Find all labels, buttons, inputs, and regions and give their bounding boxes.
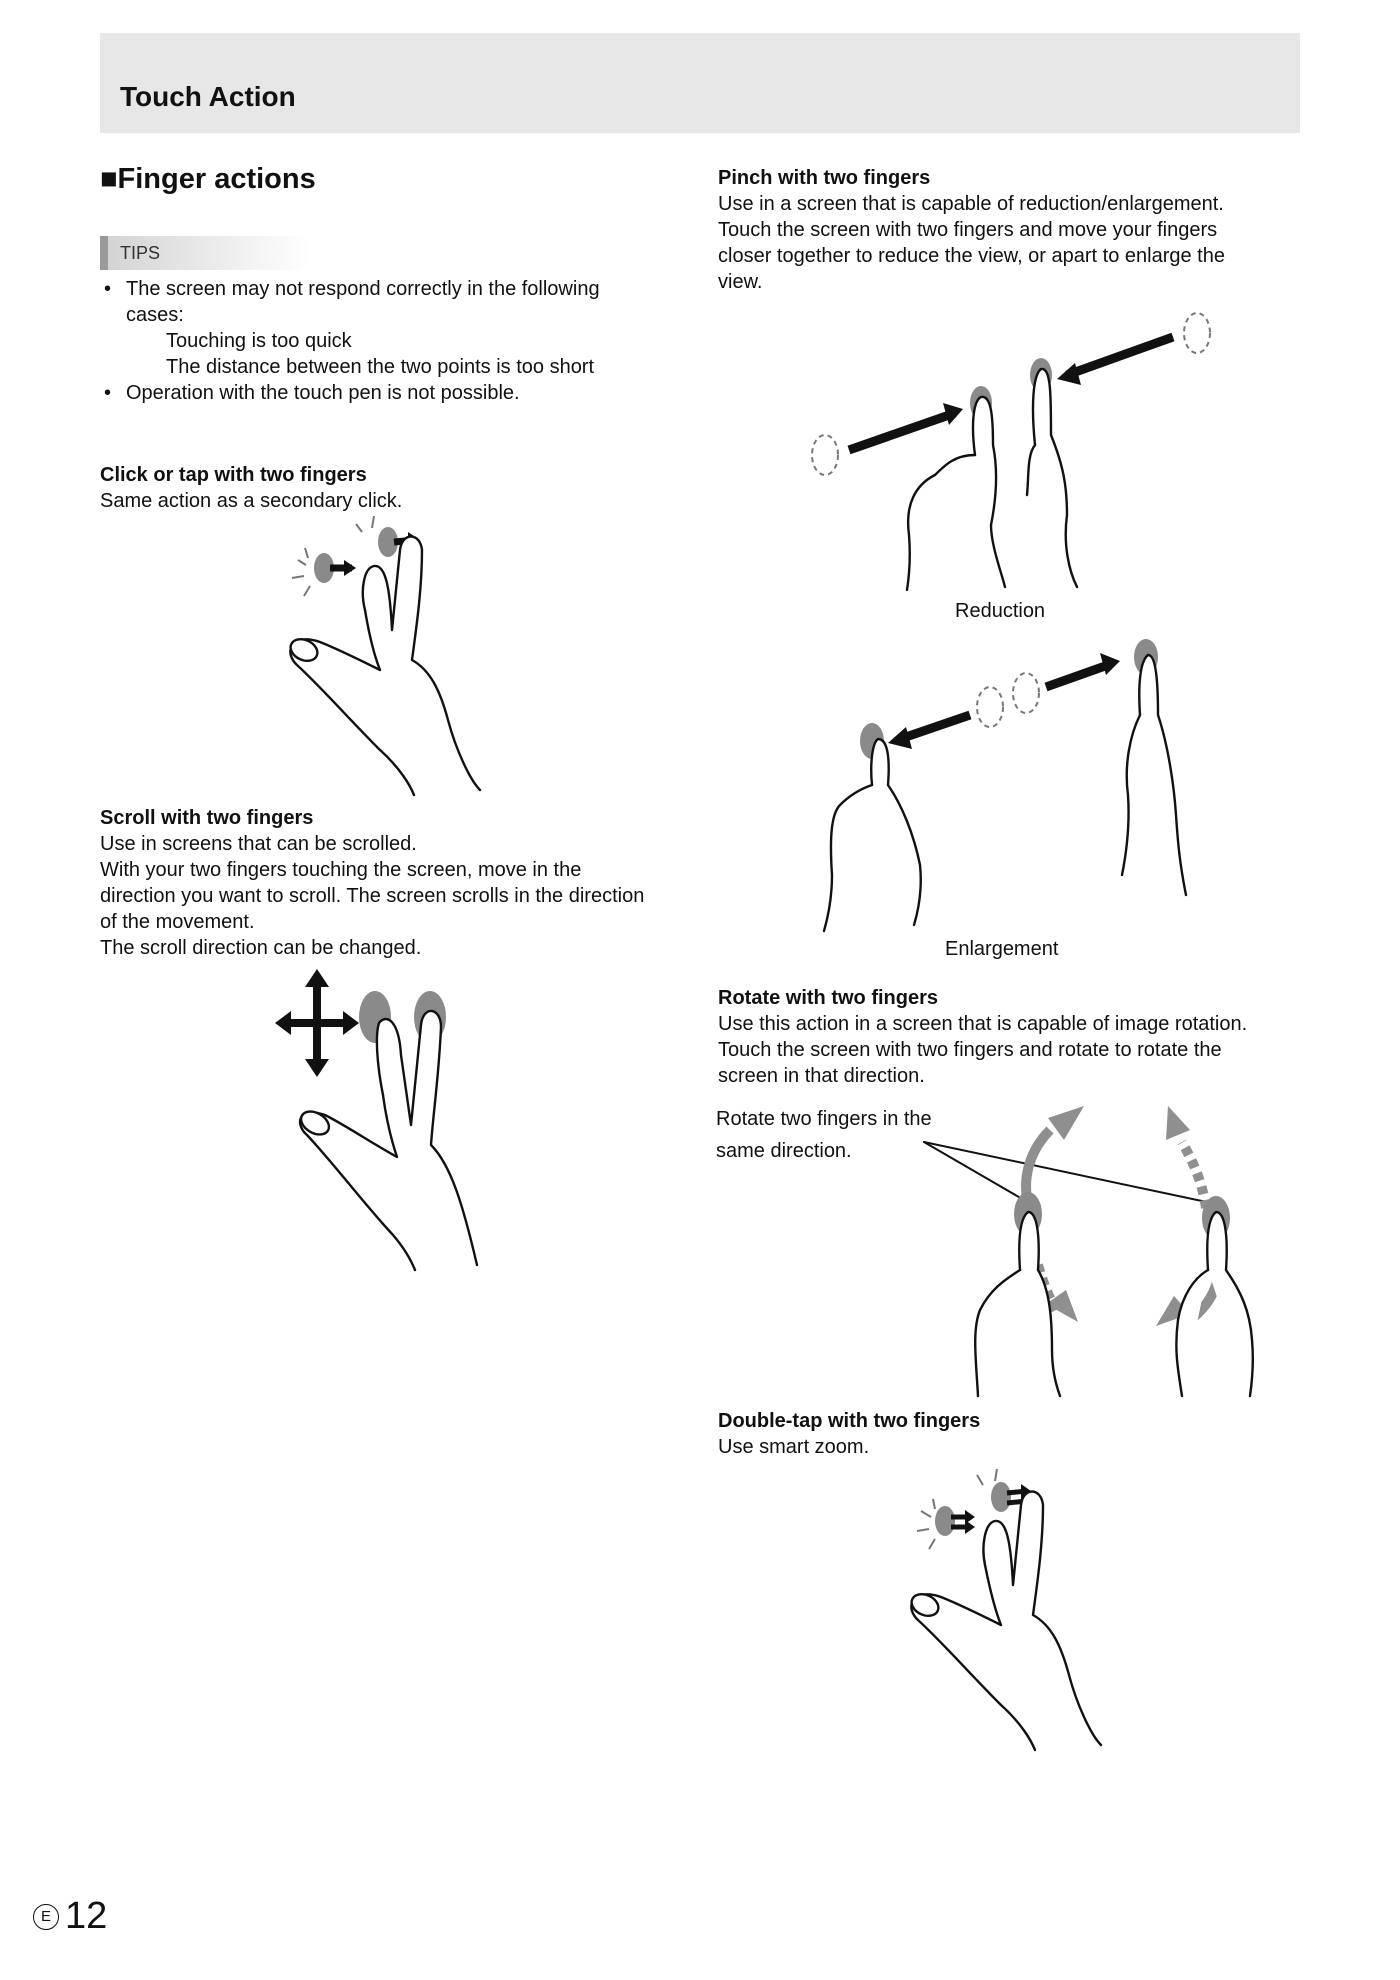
bullet: •: [104, 278, 112, 300]
sparkle-icon: [292, 516, 374, 596]
bullet: •: [104, 382, 112, 404]
scroll-section: [100, 805, 720, 961]
two-finger-scroll-illustration: [275, 965, 515, 1275]
enlargement-caption: Enlargement: [945, 938, 1059, 960]
pinch-body-line: Use in a screen that is capable of reduction/enlargement.: [718, 193, 1224, 215]
tip-line: The screen may not respond correctly in the following: [126, 278, 600, 300]
pinch-body-line: Touch the screen with two fingers and move your fingers: [718, 219, 1218, 241]
tip-line: Operation with the touch pen is not possible.: [126, 382, 520, 404]
tip-subline: The distance between the two points is too short: [166, 356, 595, 378]
pinch-heading: Pinch with two fingers: [718, 167, 931, 189]
pinch-section: [718, 165, 1318, 295]
scroll-heading: Scroll with two fingers: [100, 807, 314, 829]
page-title: Touch Action: [120, 81, 296, 112]
rotate-body-line: screen in that direction.: [718, 1065, 925, 1087]
page-number: [33, 1895, 107, 1938]
scroll-body-line: The scroll direction can be changed.: [100, 937, 422, 959]
double-tap-heading: Double-tap with two fingers: [718, 1410, 981, 1432]
four-way-arrow-icon: [275, 969, 359, 1077]
rotate-callout: [716, 1103, 932, 1167]
page-letter: E: [33, 1904, 59, 1930]
rotate-heading: Rotate with two fingers: [718, 987, 938, 1009]
tip-item: [100, 380, 660, 406]
two-finger-double-tap-illustration: [905, 1465, 1145, 1755]
pinch-body-line: view.: [718, 271, 763, 293]
header-band: [100, 33, 1300, 133]
tips-label: TIPS: [120, 243, 161, 263]
page-number-value: 12: [65, 1895, 108, 1937]
pinch-body-line: closer together to reduce the view, or apart to enlarge the: [718, 245, 1225, 267]
tips-list: [100, 276, 660, 406]
tip-item: [100, 276, 660, 380]
rotate-callout-line: same direction.: [716, 1140, 852, 1162]
tips-badge: [100, 236, 310, 270]
rotate-body-line: Use this action in a screen that is capable of image rotation.: [718, 1013, 1248, 1035]
tip-line: cases:: [126, 304, 184, 326]
tip-subline: Touching is too quick: [166, 330, 352, 352]
scroll-body-line: of the movement.: [100, 911, 255, 933]
double-tap-section: [718, 1408, 1318, 1460]
rotate-callout-line: Rotate two fingers in the: [716, 1108, 932, 1130]
two-finger-tap-illustration: [280, 510, 520, 800]
double-tap-body: Use smart zoom.: [718, 1436, 870, 1458]
click-tap-section: [100, 462, 700, 514]
two-finger-rotate-illustration: [920, 1100, 1300, 1400]
scroll-body-line: Use in screens that can be scrolled.: [100, 833, 417, 855]
pinch-reduction-illustration: [805, 305, 1225, 595]
click-tap-body: Same action as a secondary click.: [100, 490, 403, 512]
rotate-body-line: Touch the screen with two fingers and rotate to rotate the: [718, 1039, 1222, 1061]
pinch-enlargement-illustration: [790, 635, 1210, 935]
click-tap-heading: Click or tap with two fingers: [100, 464, 367, 486]
section-title: ■Finger actions: [100, 163, 316, 195]
scroll-body-line: With your two fingers touching the screen, move in the: [100, 859, 582, 881]
rotate-section: [718, 985, 1338, 1089]
reduction-caption: Reduction: [955, 600, 1046, 622]
scroll-body-line: direction you want to scroll. The screen scrolls in the direction: [100, 885, 645, 907]
